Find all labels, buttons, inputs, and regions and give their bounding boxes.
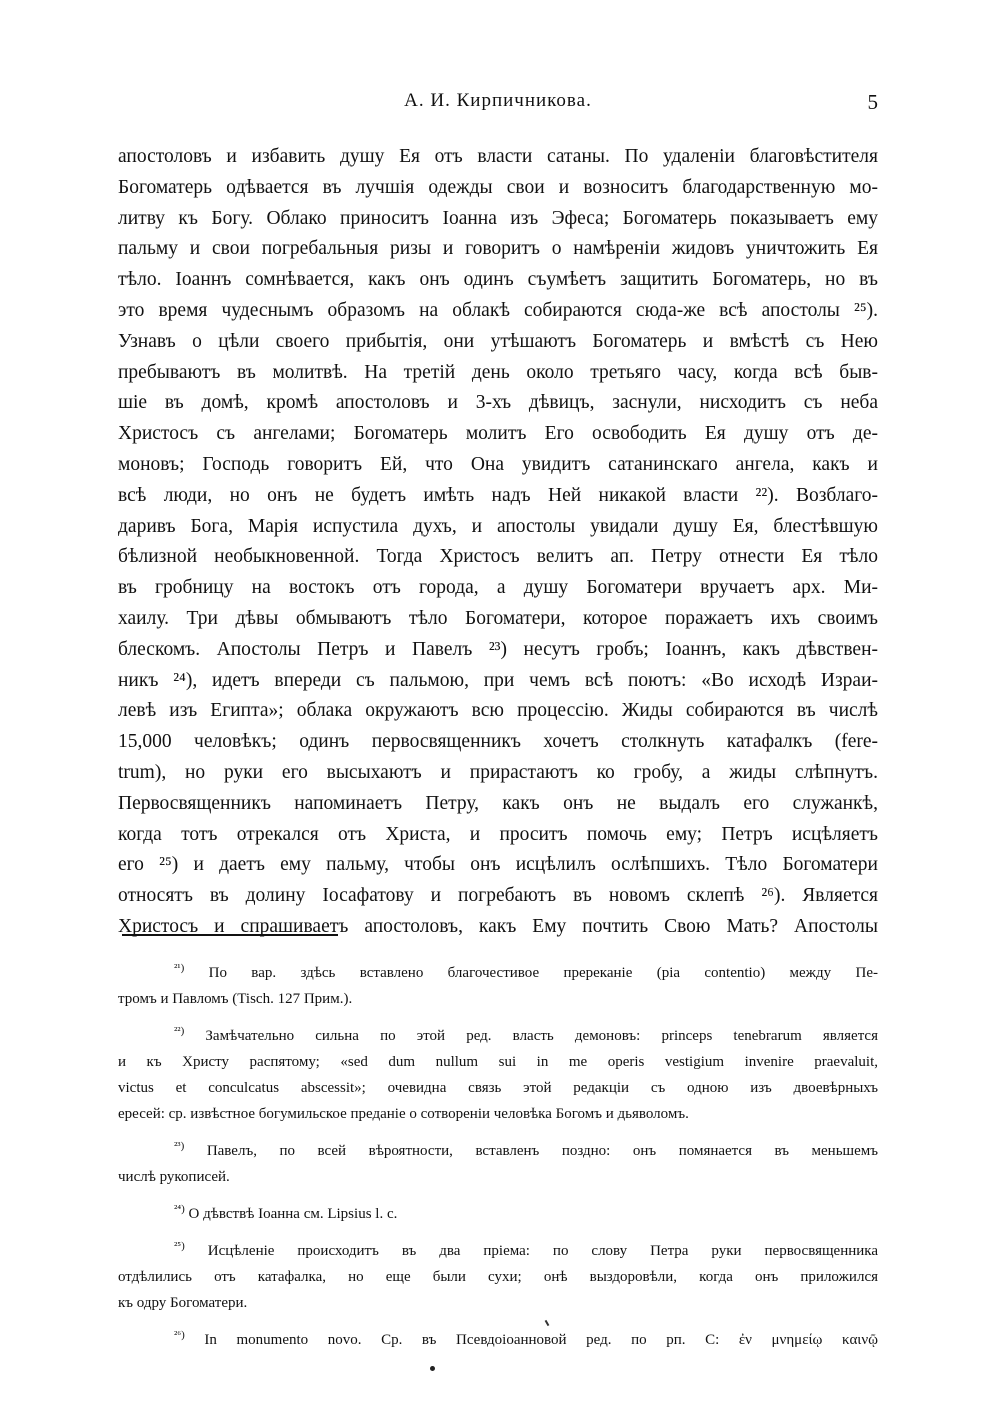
footnotes	[118, 960, 878, 1364]
text-line: его ²⁵) и даетъ ему пальму, чтобы онъ исцѣлилъ ослѣпшихъ. Тѣло Богоматери	[118, 854, 878, 876]
text-line: литву къ Богу. Облако приноситъ Іоанна изъ Эфеса; Богоматерь показываетъ ему	[118, 207, 878, 229]
text-line: шіе въ домѣ, кромѣ апостоловъ и 3-хъ дѣвицъ, заснули, нисходитъ съ неба	[118, 392, 878, 414]
footnote-24	[118, 1201, 878, 1227]
text-line: относятъ въ долину Іосафатову и погребаютъ въ новомъ склепѣ ²⁶). Является	[118, 885, 878, 907]
footnote-divider	[122, 934, 338, 936]
footnote-number: ²⁵)	[174, 1240, 185, 1252]
footnote-line	[118, 1238, 878, 1264]
ink-dot	[430, 1366, 435, 1371]
footnote-25	[118, 1238, 878, 1316]
footnote-number: ²³)	[174, 1140, 185, 1152]
footnote-line	[118, 960, 878, 986]
footnote-number: ²⁶)	[174, 1329, 185, 1341]
text-line: блескомъ. Апостолы Петръ и Павелъ ²³) несутъ гробъ; Іоаннъ, какъ дѣвствен-	[118, 638, 878, 660]
text-line: моновъ; Господь говоритъ Ей, что Она увидитъ сатанинскаго ангела, какъ и	[118, 453, 878, 475]
text-line: Узнавъ о цѣли своего прибытія, они утѣшаютъ Богоматерь и вмѣстѣ съ Нею	[118, 330, 878, 352]
text-line: даривъ Бога, Марія испустила духъ, и апостолы увидали душу Ея, блестѣвшую	[118, 515, 878, 537]
footnote-line: отдѣлились отъ катафалка, но еще были сухи; онѣ выздоровѣли, когда онъ приложился	[118, 1269, 878, 1285]
text-line: пребываютъ въ молитвѣ. На третій день около третьяго часу, когда всѣ быв-	[118, 361, 878, 383]
footnote-number: ²¹)	[174, 962, 185, 974]
text-line: это время чудеснымъ образомъ на облакѣ собираются сюда-же всѣ апостолы ²⁵).	[118, 299, 878, 321]
text-line: Христосъ и спрашиваетъ апостоловъ, какъ Ему почтить Свою Мать? Апостолы	[118, 915, 878, 937]
text-line: никъ ²⁴), идетъ впереди съ пальмою, при чемъ всѣ поютъ: «Во исходѣ Израи-	[118, 669, 878, 691]
footnote-line: victus et conculcatus abscessit»; очевидна связь этой редакціи съ одною изъ двоевѣрныхъ	[118, 1080, 878, 1096]
text-line: тѣло. Іоаннъ сомнѣвается, какъ онъ одинъ съумѣетъ защитить Богоматерь, но въ	[118, 269, 878, 291]
footnote-text: Замѣчательно сильна по этой ред. власть демоновъ: princeps tenebrarum является	[205, 1028, 878, 1044]
text-line: 15,000 человѣкъ; одинъ первосвященникъ хочетъ столкнуть катафалкъ (fere-	[118, 731, 878, 753]
footnote-line: тромъ и Павломъ (Tisch. 127 Прим.).	[118, 991, 353, 1007]
running-head: А. И. Кирпичникова.	[404, 90, 592, 111]
footnote-line: и къ Христу распятому; «sed dum nullum sui in me operis vestigium invenire praevaluit,	[118, 1054, 878, 1070]
footnote-text: Исцѣленіе происходитъ въ два пріема: по слову Петра руки первосвященника	[207, 1243, 878, 1259]
footnote-21	[118, 960, 878, 1012]
footnote-line	[118, 1138, 878, 1164]
page-number: 5	[867, 90, 878, 114]
text-line: trum), но руки его высыхаютъ и прирастаютъ ко гробу, а жиды слѣпнутъ.	[118, 761, 878, 783]
footnote-text: О дѣвствѣ Іоанна см. Lipsius l. c.	[188, 1206, 398, 1222]
footnote-text: По вар. здѣсь вставлено благочестивое пререканіе (pia contentio) между Пе-	[208, 965, 879, 981]
footnote-line	[118, 1201, 878, 1227]
text-line: бѣлизной необыкновенной. Тогда Христосъ велитъ ап. Петру отнести Ея тѣло	[118, 546, 878, 568]
text-line: пальму и свои погребальныя ризы и говоритъ о намѣреніи жидовъ уничтожить Ея	[118, 238, 878, 260]
text-line: хаилу. Три дѣвы обмываютъ тѣло Богоматери, которое поражаетъ ихъ своимъ	[118, 607, 878, 629]
text-line: всѣ люди, но онъ не будетъ имѣть надъ Ней никакой власти ²²). Возблаго-	[118, 484, 878, 506]
footnote-23	[118, 1138, 878, 1190]
footnote-line	[118, 1327, 878, 1353]
text-line: левѣ изъ Египта»; облака окружаютъ всю процессію. Жиды собираются въ числѣ	[118, 700, 878, 722]
footnote-text: Павелъ, по всей вѣроятности, вставленъ поздно: онъ помянается въ меньшемъ	[206, 1143, 878, 1159]
main-text	[118, 142, 878, 943]
footnote-line: числѣ рукописей.	[118, 1169, 230, 1185]
text-line: когда тотъ отрекался отъ Христа, и проситъ помочь ему; Петръ исцѣляетъ	[118, 823, 878, 845]
footnote-number: ²²)	[174, 1025, 185, 1037]
footnote-line: ересей: ср. извѣстное богумильское преданіе о сотвореніи человѣка Богомъ и дьяволомъ.	[118, 1106, 689, 1122]
text-line: апостоловъ и избавить душу Ея отъ власти сатаны. По удаленіи благовѣстителя	[118, 146, 878, 167]
text-line: Христосъ съ ангелами; Богоматерь молитъ Его освободить Ея душу отъ де-	[118, 423, 878, 445]
page-header	[118, 90, 878, 120]
text-line: Богоматерь одѣвается въ лучшія одежды свои и возноситъ благодарственную мо-	[118, 176, 878, 198]
footnote-number: ²⁴)	[174, 1203, 185, 1215]
text-line: Первосвященникъ напоминаетъ Петру, какъ онъ не выдалъ его служанкѣ,	[118, 792, 878, 814]
footnote-26	[118, 1327, 878, 1353]
footnote-22	[118, 1023, 878, 1127]
footnote-text: In monumento novo. Ср. въ Псевдоіоанновой ред. по рп. С: ἐν μνημείῳ καινῷ	[204, 1332, 878, 1348]
text-line: въ гробницу на востокъ отъ города, а душу Богоматери вручаетъ арх. Ми-	[118, 577, 878, 599]
footnote-line	[118, 1023, 878, 1049]
footnote-line: къ одру Богоматери.	[118, 1295, 248, 1311]
